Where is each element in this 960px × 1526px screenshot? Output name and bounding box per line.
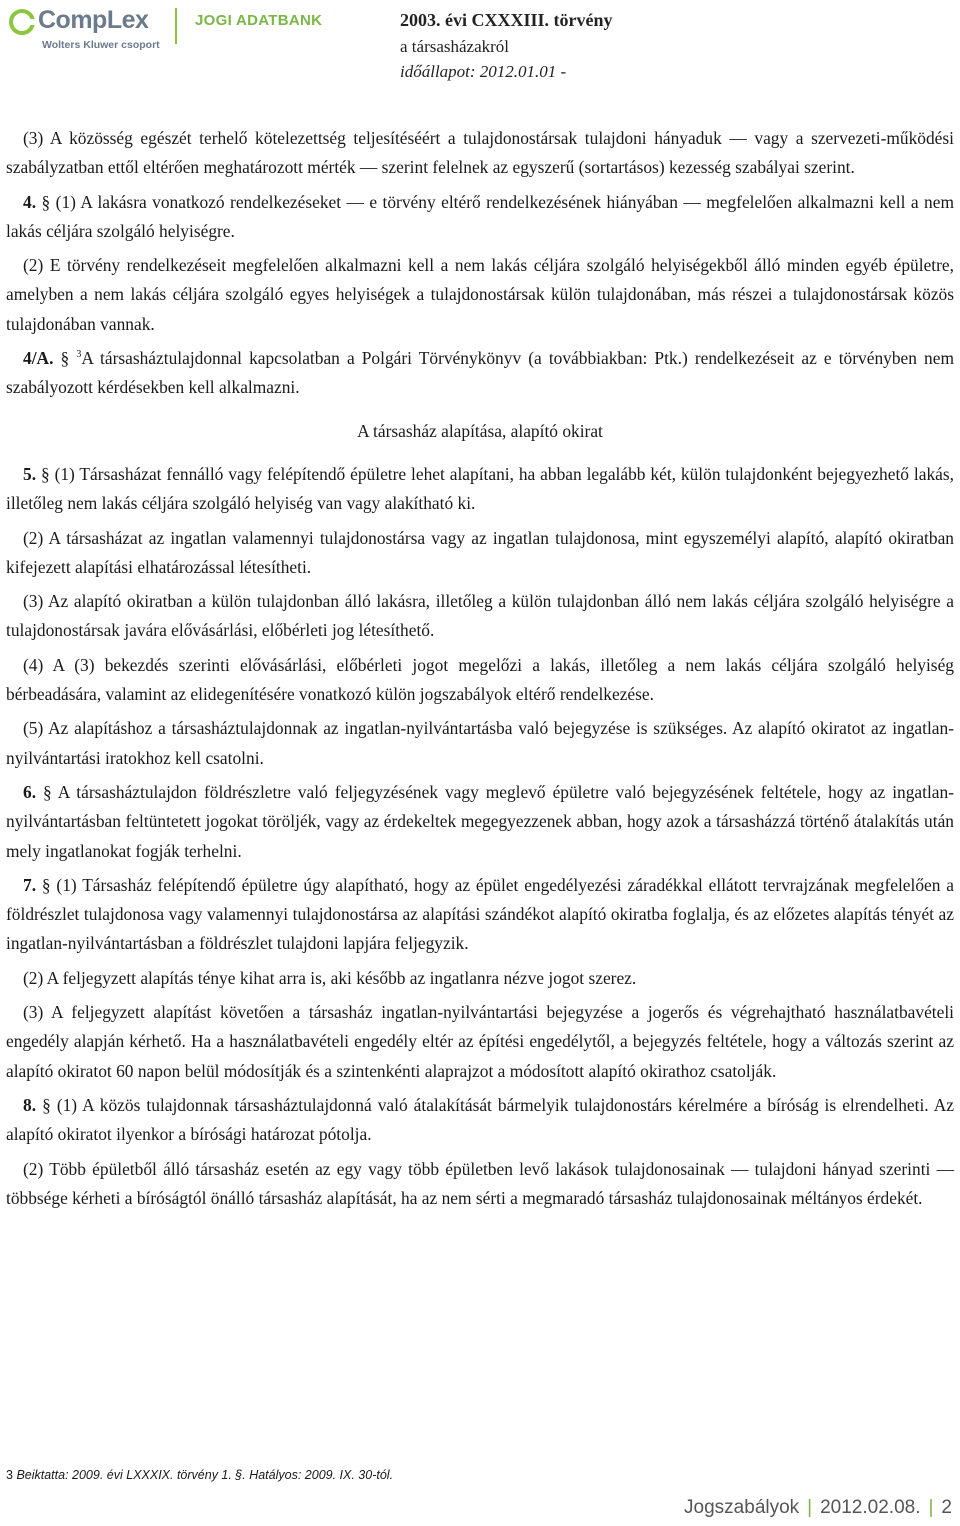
jogi-adatbank-logo: JOGI ADATBANK bbox=[195, 12, 323, 29]
section-7-number: 7. bbox=[23, 874, 37, 895]
footnote-number: 3 bbox=[6, 1468, 13, 1482]
section-5-paragraph-5: (5) Az alapításhoz a társasháztulajdonnak az ingatlan-nyilvántartásba való bejegyzése is szükséges. Az alapító okiratot az ingatlan-nyilvántartási iratokhoz kell csatolni. bbox=[6, 718, 954, 768]
complex-logo-icon bbox=[8, 8, 36, 36]
section-sign: § bbox=[42, 1094, 51, 1115]
section-6 bbox=[6, 778, 954, 866]
complex-logo-subtitle: Wolters Kluwer csoport bbox=[42, 39, 160, 51]
logo-divider bbox=[175, 8, 177, 44]
footnote-marker[interactable]: 3 bbox=[76, 349, 82, 361]
document-title: 2003. évi CXXXIII. törvény bbox=[400, 10, 613, 30]
section-sign: § bbox=[40, 463, 50, 484]
section-5-paragraph-3: (3) Az alapító okiratban a külön tulajdonban álló lakásra, illetőleg a külön tulajdonban álló nem lakás céljára szolgáló helyiségre a tulajdonostársak javára elővásárlási, előbérleti jog létesíthető. bbox=[6, 591, 954, 641]
section-5-paragraph-2: (2) A társasházat az ingatlan valamennyi tulajdonostársa vagy az ingatlan tulajdonosa, mint egyszemélyi alapító, alapító okiratban kifejezett alapítási elhatározással létesítheti. bbox=[6, 527, 954, 577]
chapter-heading: A társasház alapítása, alapító okirat bbox=[357, 420, 603, 441]
section-6-number: 6. bbox=[23, 781, 37, 802]
page-number: 2 bbox=[941, 1497, 952, 1518]
footer-label: Jogszabályok bbox=[684, 1497, 800, 1518]
section-sign: § bbox=[41, 874, 51, 895]
section-sign: § bbox=[41, 191, 51, 212]
section-5-number: 5. bbox=[23, 463, 37, 484]
section-sign: § bbox=[43, 781, 52, 802]
document-status: időállapot: 2012.01.01 - bbox=[400, 62, 567, 81]
page-footer bbox=[684, 1497, 952, 1519]
page-header bbox=[0, 0, 960, 90]
section-7-text-1: (1) Társasház felépítendő épületre úgy alapítható, hogy az épület engedélyezési záradékkal ellátott tervrajzának megfelelően a földrészlet tulajdonosa vagy valamennyi tulajdonostársa az alapítási szándékot alapító okiratba foglalja, és az előzetes alapítás tényét az ingatlan-nyilvántartásban a földrészlet tulajdoni lapjára feljegyzik. bbox=[6, 874, 954, 954]
section-4-text-1: (1) A lakásra vonatkozó rendelkezéseket ― e törvény eltérő rendelkezésének hiányában ― megfelelően alkalmazni kell a nem lakás céljára szolgáló helyiségre. bbox=[6, 191, 954, 241]
section-4a bbox=[6, 344, 954, 403]
section-4a-text: A társasháztulajdonnal kapcsolatban a Polgári Törvénykönyv (a továbbiakban: Ptk.) rendelkezéseit az e törvényben nem szabályozott kérdésekben kell alkalmazni. bbox=[6, 348, 954, 398]
footnote-text: Beiktatta: 2009. évi LXXXIX. törvény 1. §. Hatályos: 2009. IX. 30-tól. bbox=[16, 1468, 394, 1482]
section-7-paragraph-3: (3) A feljegyzett alapítást követően a társasház ingatlan-nyilvántartási bejegyzése a jogerős és végrehajtható használatbavételi engedély alapján kérhető. Ha a használatbavételi engedély eltér az építési engedélytől, a bejegyzés feltétele, hogy a változás szerint az alapító okiratot 60 napon belül módosítják és a szintenkénti alaprajzot a módosított alapító okirathoz csatolják. bbox=[6, 1002, 954, 1081]
paragraph-3-3: (3) A közösség egészét terhelő kötelezettség teljesítéséért a tulajdonostársak tulajdoni hányaduk ― vagy a szervezeti-működési szabályzatban ettől eltérően meghatározott mérték ― szerint felelnek az egyszerű (sortartásos) kezesség szabályai szerint. bbox=[6, 128, 954, 178]
footer-separator: | bbox=[928, 1497, 934, 1518]
section-4a-number: 4/A. bbox=[23, 348, 54, 369]
section-5-text-1: (1) Társasházat fennálló vagy felépítendő épületre lehet alapítani, ha abban legalább két, külön tulajdonként bejegyezhető lakás, illetőleg nem lakás céljára szolgáló helyiség van vagy alakítható ki. bbox=[6, 463, 954, 514]
section-5-paragraph-4: (4) A (3) bekezdés szerinti elővásárlási, előbérleti jogot megelőzi a lakás, illetőleg a nem lakás céljára szolgáló helyiség bérbeadására, valamint az elidegenítésére vonatkozó külön jogszabályok eltérő rendelkezése. bbox=[6, 654, 954, 705]
section-4-number: 4. bbox=[23, 191, 37, 212]
footer-date: 2012.02.08. bbox=[820, 1497, 921, 1518]
section-7-paragraph-2: (2) A feljegyzett alapítás ténye kihat arra is, aki később az ingatlanra nézve jogot szerez. bbox=[23, 967, 637, 988]
document-body bbox=[6, 124, 954, 1213]
section-7-paragraph-1 bbox=[6, 871, 954, 959]
complex-logo-name: CompLex bbox=[38, 6, 149, 34]
section-4-paragraph-1 bbox=[6, 188, 954, 247]
section-8-paragraph-1 bbox=[6, 1091, 954, 1150]
section-8-paragraph-2: (2) Több épületből álló társasház esetén az egy vagy több épületben levő lakások tulajdonosainak ― tulajdoni hányad szerinti ― többsége kérheti a bíróságtól önálló társasház alapítását, ha az nem sérti a megmaradó társasház tulajdonosainak méltányos érdekét. bbox=[6, 1158, 954, 1208]
section-8-number: 8. bbox=[23, 1094, 37, 1115]
document-subtitle: a társasházakról bbox=[400, 37, 510, 56]
section-5-paragraph-1 bbox=[6, 460, 954, 519]
section-8-text-1: (1) A közös tulajdonnak társasháztulajdonná való átalakítását bármelyik tulajdonostárs kérelmére a bíróság is elrendelheti. Az alapító okiratot ilyenkor a bírósági határozat pótolja. bbox=[6, 1094, 954, 1145]
footer-separator: | bbox=[807, 1497, 813, 1518]
section-4-paragraph-2: (2) E törvény rendelkezéseit megfelelően alkalmazni kell a nem lakás céljára szolgáló helyiségekből álló minden egyéb épületre, amelyben a nem lakás céljára szolgáló egyes helyiségek a tulajdonostársak külön tulajdonában, más részei a tulajdonostársak közös tulajdonában vannak. bbox=[6, 255, 954, 334]
section-6-text: A társasháztulajdon földrészletre való feljegyzésének vagy meglevő épületre való bejegyzésének feltétele, hogy az ingatlan-nyilvántartásban feltüntetett jogokat töröljék, vagy az érdekeltek megegyezzenek abban, hogy azok a társasházzá történő átalakítás után mely ingatlanokat fogják terhelni. bbox=[6, 781, 955, 861]
complex-logo bbox=[8, 6, 168, 52]
section-sign: § bbox=[60, 348, 70, 369]
footnote bbox=[6, 1468, 393, 1482]
